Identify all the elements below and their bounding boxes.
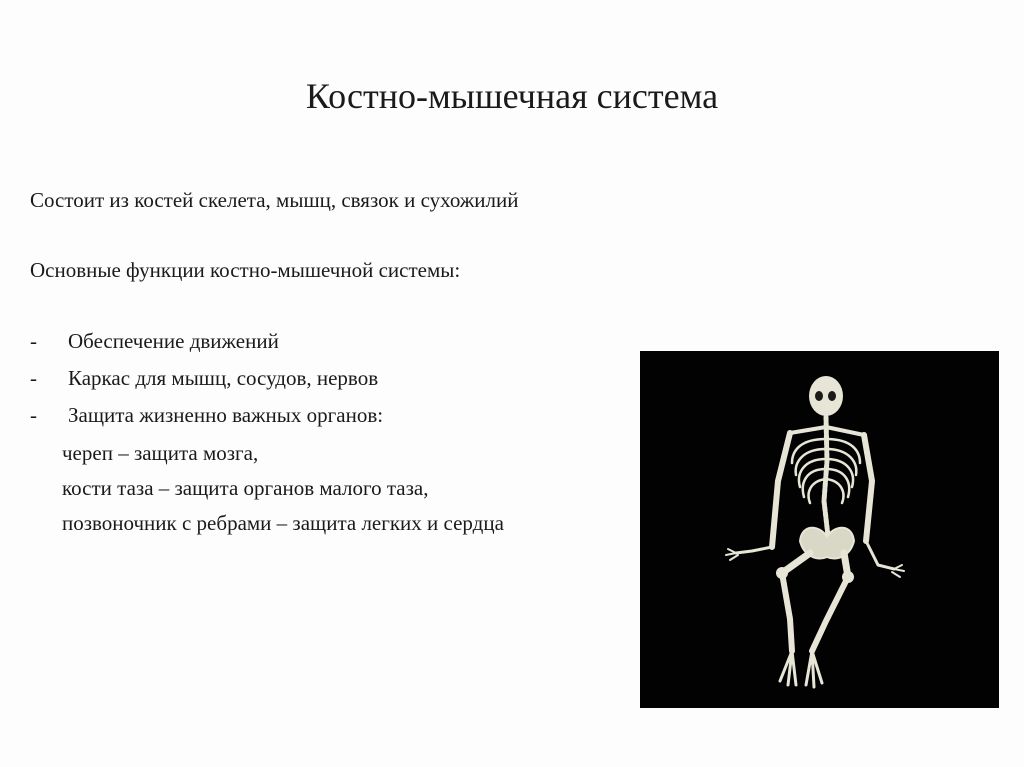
functions-heading: Основные функции костно-мышечной системы: [30, 258, 461, 282]
list-marker: - [30, 366, 37, 390]
list-item [30, 397, 620, 434]
skeleton-photo [640, 351, 999, 708]
list-marker: - [30, 403, 37, 427]
list-item [30, 360, 620, 397]
list-marker: - [30, 329, 37, 353]
slide-body [30, 183, 620, 541]
example-line: череп – защита мозга, [62, 441, 259, 465]
example-line: кости таза – защита органов малого таза, [62, 476, 429, 500]
skeleton-illustration [640, 351, 999, 708]
composition-paragraph: Состоит из костей скелета, мышц, связок и сухожилий [30, 188, 519, 212]
list-item-text: Защита жизненно важных органов: [68, 403, 384, 427]
example-line: позвоночник с ребрами – защита легких и сердца [62, 511, 504, 535]
list-item-text: Каркас для мышц, сосудов, нервов [68, 366, 379, 390]
list-item-text: Обеспечение движений [68, 329, 279, 353]
list-item [30, 323, 620, 360]
slide-title: Костно-мышечная система [305, 76, 719, 116]
